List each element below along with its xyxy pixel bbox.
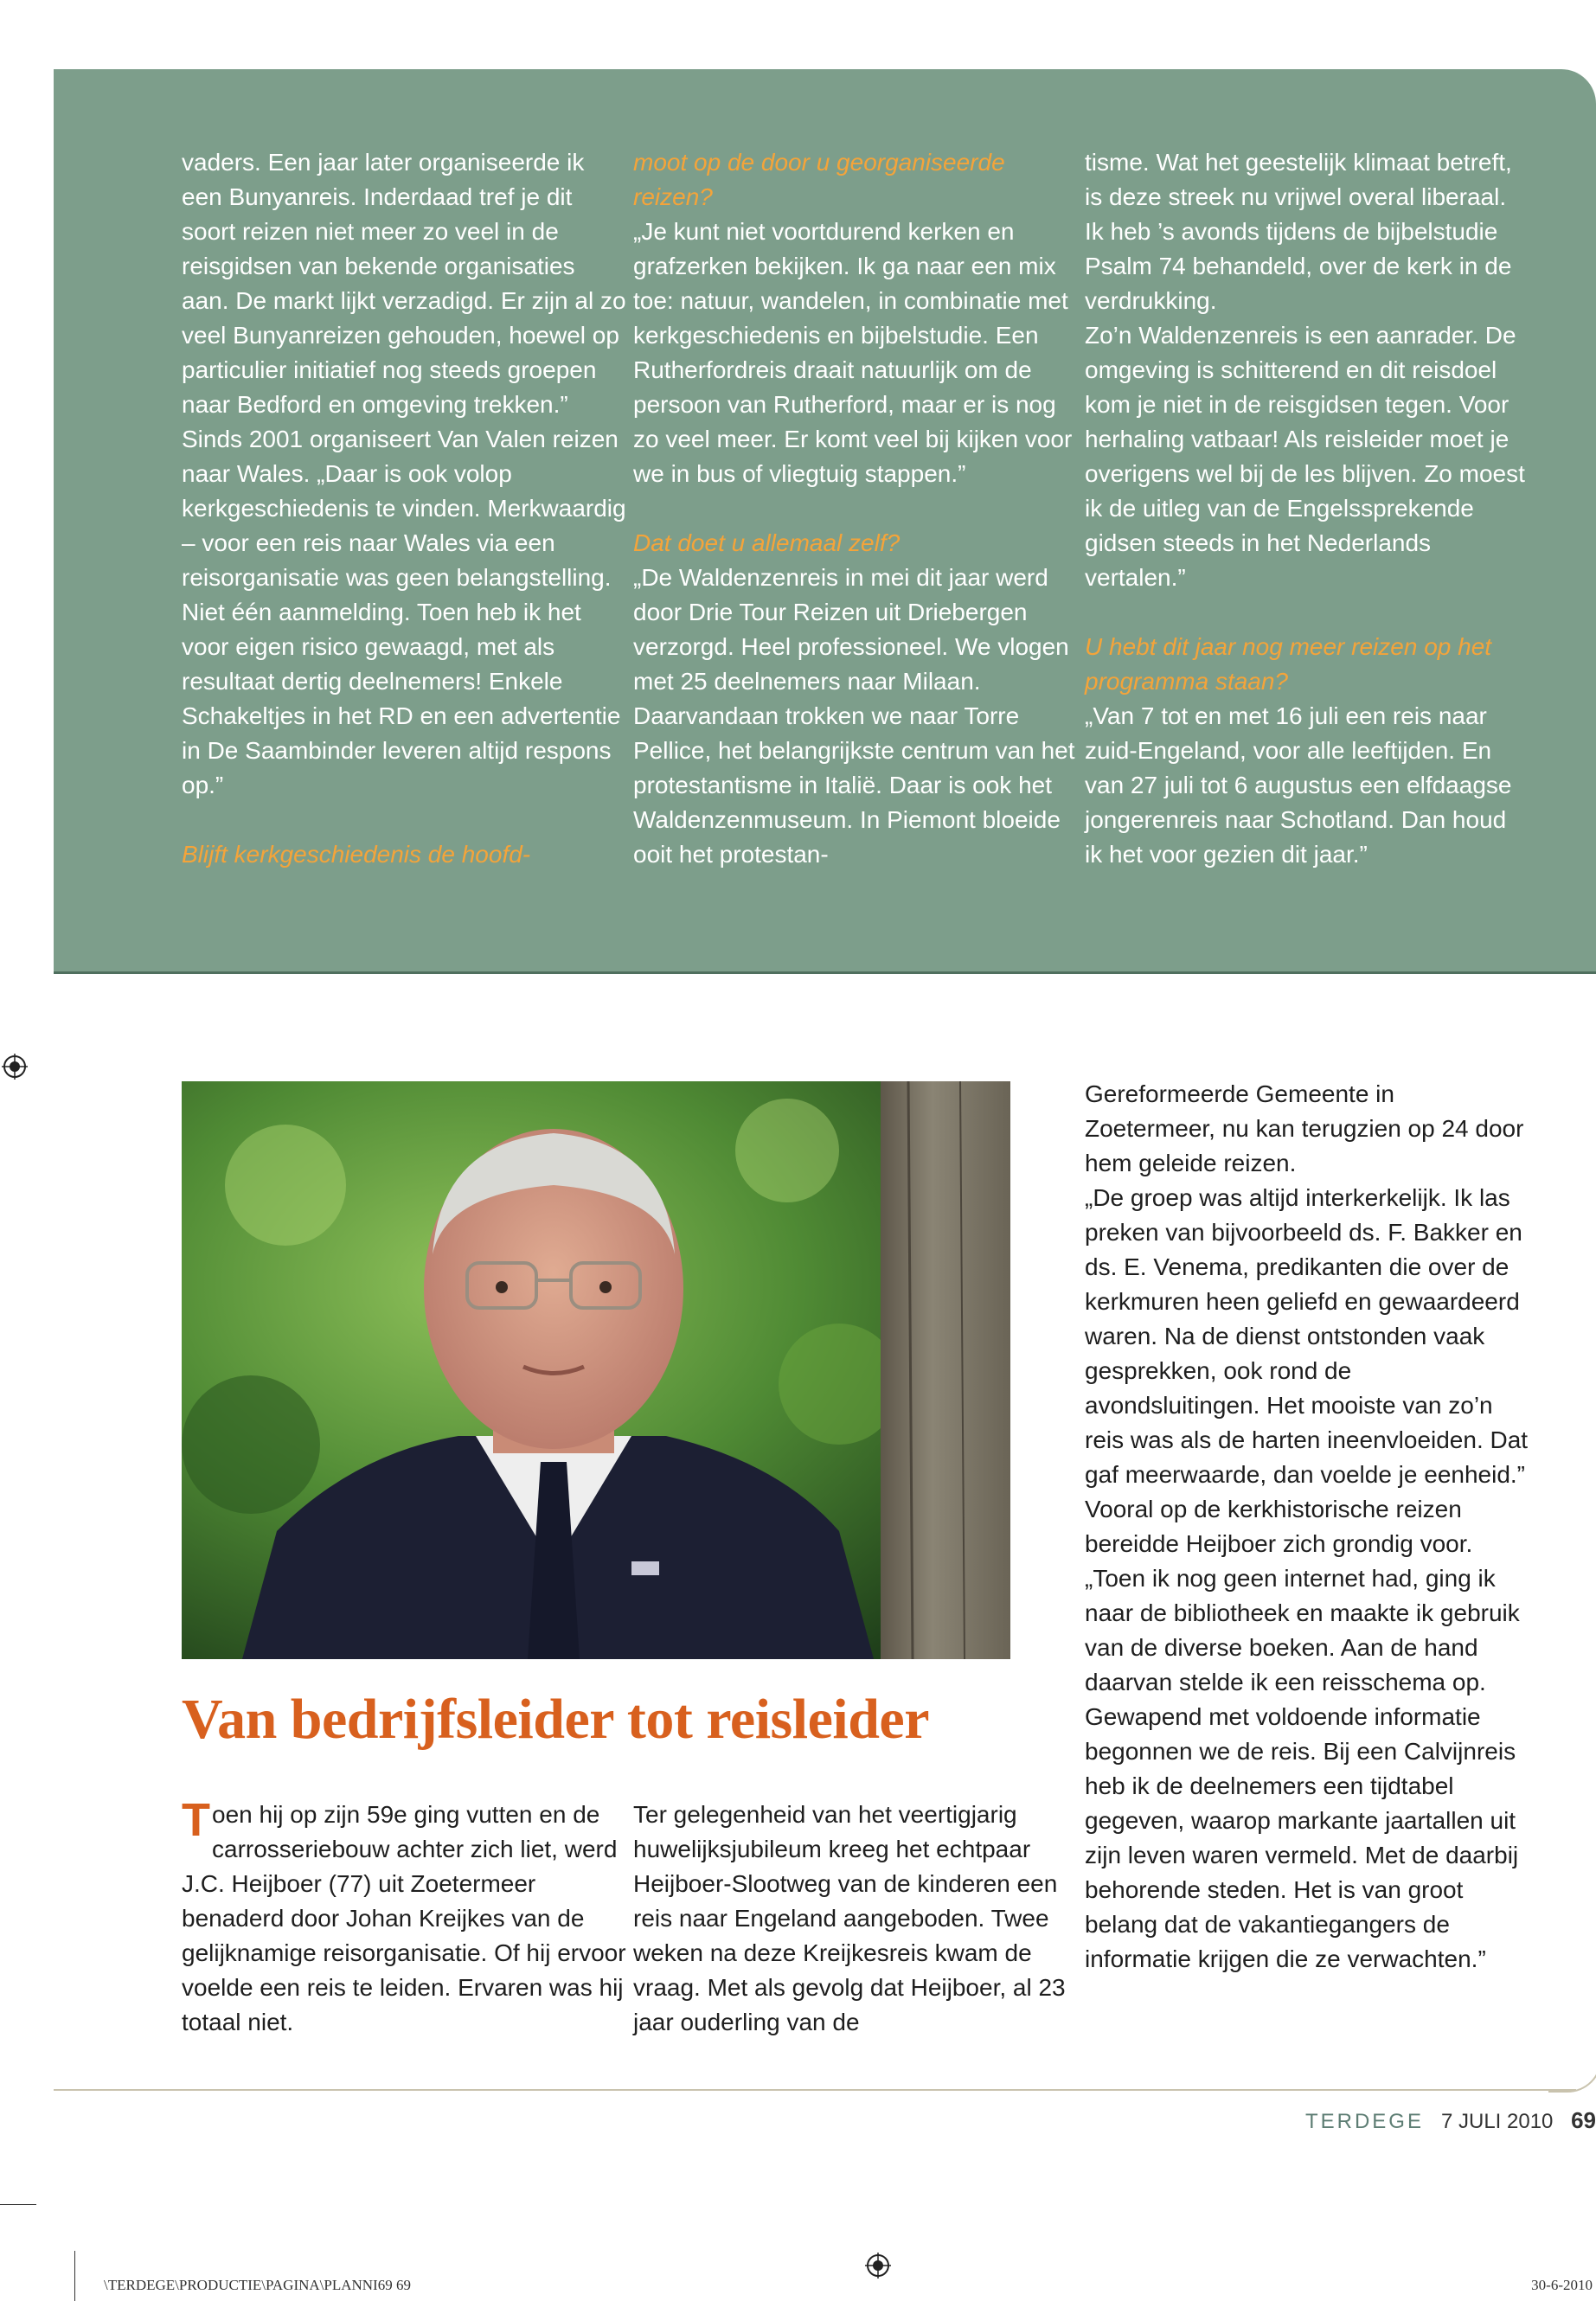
article-column-3 (1085, 1077, 1530, 1977)
article-col3-paragraph: Gereformeerde Gemeente in Zoetermeer, nu kan terugzien op 24 door hem geleide reizen. (1085, 1080, 1524, 1176)
panel-column-2 (633, 145, 1079, 872)
interview-question: moot op de door u georganiseerde reizen? (633, 149, 1005, 210)
paragraph-gap (182, 803, 627, 837)
panel-column-3 (1085, 145, 1530, 872)
article-column-1 (182, 1794, 627, 2040)
interview-paragraph: „Van 7 tot en met 16 juli een reis naar zuid-Engeland, voor alle leeftijden. En van 27 juli tot 6 augustus een elfdaagse jongerenreis naar Schotland. Dan houd ik het voor gezien dit jaar.” (1085, 702, 1512, 868)
page-footer (1305, 2107, 1596, 2134)
footer-brand: TERDEGE (1304, 2110, 1424, 2133)
interview-paragraph: tisme. Wat het geestelijk klimaat betreft, is deze streek nu vrijwel overal liberaal. Ik heb ’s avonds tijdens de bijbelstudie Psalm 74 behandeld, over de kerk in de verdrukking. (1085, 149, 1512, 314)
article-col2-text: Ter gelegenheid van het veertigjarig huwelijksjubileum kreeg het echtpaar Heijboer-Slootweg van de kinderen een reis naar Engeland aangeboden. Twee weken na deze Kreijkesreis kwam de vraag. Met als gevolg dat Heijboer, al 23 jaar ouderling van de (633, 1801, 1066, 2035)
article-col1-text: oen hij op zijn 59e ging vutten en de carrosseriebouw achter zich liet, werd J.C. Heijboer (77) uit Zoetermeer benaderd door Johan Kreijkes van de gelijknamige reisorganisatie. Of hij ervoor voelde een reis te leiden. Ervaren was hij totaal niet. (182, 1801, 626, 2035)
portrait-photo (182, 1081, 1010, 1659)
paragraph-gap (633, 491, 1079, 526)
crop-mark (74, 2251, 75, 2301)
crop-mark (0, 2204, 36, 2205)
article-col3-paragraph: Vooral op de kerkhistorische reizen bereidde Heijboer zich grondig voor. „Toen ik nog geen internet had, ging ik naar de bibliotheek en maakte ik gebruik van de diverse boeken. Aan de hand daarvan stelde ik een reisschema op. Gewapend met voldoende informatie begonnen we de reis. Bij een Calvijnreis heb ik de deelnemers een tijdtabel gegeven, waarop markante jaartallen uit zijn leven waren vermeld. Met de daarbij behorende steden. Het is van groot belang dat de vakantiegangers de informatie krijgen die ze verwachten.” (1085, 1496, 1520, 1972)
interview-paragraph: Zo’n Waldenzenreis is een aanrader. De omgeving is schitterend en dit reisdoel kom je niet in de reisgidsen tegen. Voor herhaling vatbaar! Als reisleider moet je overigens wel bij de les blijven. Zo moest ik de uitleg van de Engelssprekende gidsen steeds in het Nederlands vertalen.” (1085, 322, 1525, 591)
slug-path: \TERDEGE\PRODUCTIE\PAGINA\PLANNI69 69 (104, 2277, 411, 2293)
paragraph-gap (1085, 595, 1530, 630)
bottom-rule-curve (1548, 2037, 1596, 2093)
article-headline: Van bedrijfsleider tot reisleider (182, 1688, 929, 1751)
interview-paragraph: vaders. Een jaar later organiseerde ik een Bunyanreis. Inderdaad tref je dit soort reizen niet meer zo veel in de reisgidsen van bekende organisaties aan. De markt lijkt verzadigd. Er zijn al zo veel Bunyanreizen gehouden, hoewel op particulier initiatief nog steeds groepen naar Bedford en omgeving trekken.” (182, 149, 626, 418)
interview-question: Dat doet u allemaal zelf? (633, 529, 901, 556)
bottom-rule (54, 2089, 1576, 2091)
interview-paragraph: „Je kunt niet voortdurend kerken en grafzerken bekijken. Ik ga naar een mix toe: natuur, wandelen, in combinatie met kerkgeschiedenis en bijbelstudie. Een Rutherfordreis draait natuurlijk om de persoon van Rutherford, maar er is nog zo veel meer. Er komt veel bij kijken voor we in bus of vliegtuig stappen.” (633, 218, 1073, 487)
interview-paragraph: Sinds 2001 organiseert Van Valen reizen naar Wales. „Daar is ook volop kerkgeschiedenis te vinden. Merkwaardig – voor een reis naar Wales via een reisorganisatie was geen belangstelling. Niet één aanmelding. Toen heb ik het voor eigen risico gewaagd, met als resultaat dertig deelnemers! Enkele Schakeltjes in het RD en een advertentie in De Saambinder leveren altijd respons op.” (182, 426, 626, 798)
drop-cap: T (182, 1794, 210, 1846)
slug-date: 30-6-2010 (1531, 2277, 1593, 2293)
interview-paragraph: „De Waldenzenreis in mei dit jaar werd door Drie Tour Reizen uit Driebergen verzorgd. Heel professioneel. We vlogen met 25 deelnemers naar Milaan. Daarvandaan trokken we naar Torre Pellice, het belangrijkste centrum van het protestantisme in Italië. Daar is ook het Waldenzenmuseum. In Piemont bloeide ooit het protestan- (633, 564, 1075, 868)
article-column-2 (633, 1798, 1079, 2040)
interview-question: Blijft kerkgeschiedenis de hoofd- (182, 841, 531, 868)
registration-mark-icon (2, 1054, 28, 1080)
article-col3-paragraph: „De groep was altijd interkerkelijk. Ik las preken van bijvoorbeeld ds. F. Bakker en ds. E. Venema, predikanten die over de kerkmuren heen geliefd en gewaardeerd waren. Na de dienst ontstonden vaak gesprekken, ook rond de avondsluitingen. Het mooiste van zo’n reis was als de harten ineenvloeiden. Dat gaf meerwaarde, dan voelde je eenheid.” (1085, 1184, 1529, 1488)
panel-column-1 (182, 145, 627, 872)
footer-date: 7 JULI 2010 (1440, 2110, 1554, 2133)
footer-page-number: 69 (1571, 2107, 1596, 2133)
registration-mark-icon (865, 2253, 891, 2279)
interview-question: U hebt dit jaar nog meer reizen op het programma staan? (1085, 633, 1492, 695)
